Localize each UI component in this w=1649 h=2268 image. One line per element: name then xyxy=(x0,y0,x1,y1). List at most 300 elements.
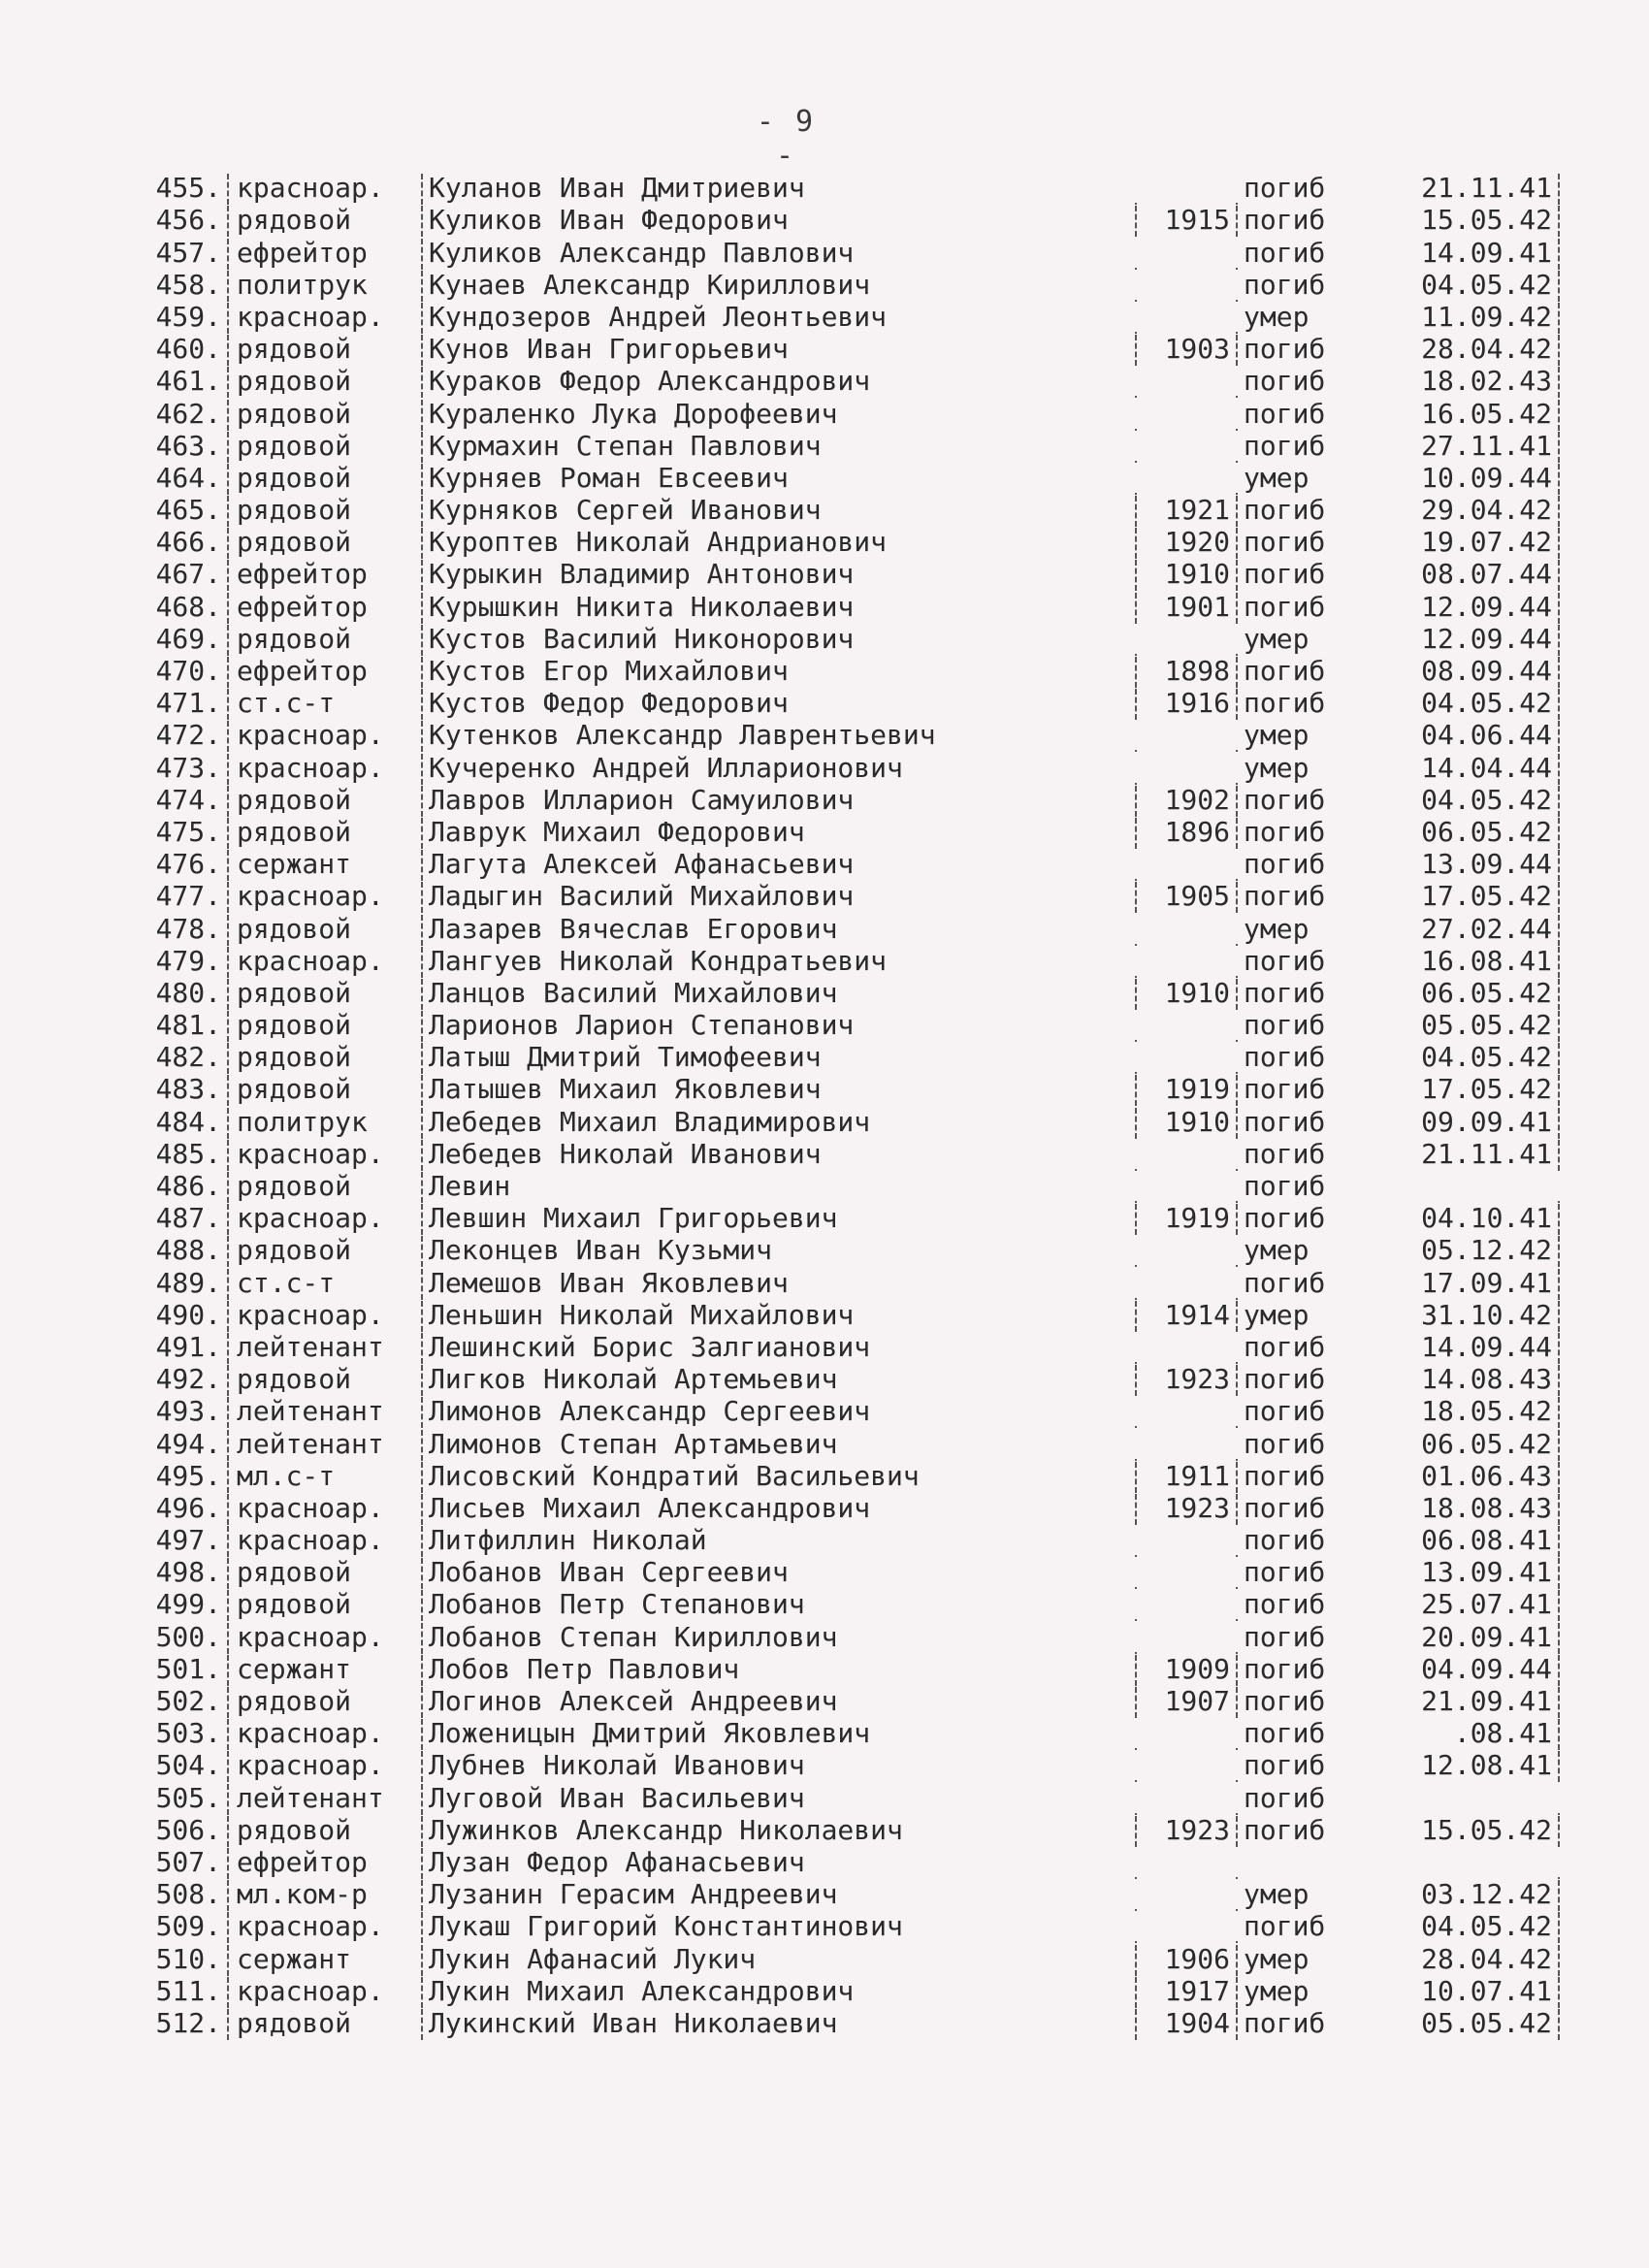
date-cell: 04.05.42 xyxy=(1370,689,1560,720)
date-cell: 08.07.44 xyxy=(1370,560,1560,591)
name-cell: Куликов Иван Федорович xyxy=(429,206,789,237)
date-cell: 17.09.41 xyxy=(1370,1269,1560,1300)
date-cell: 18.05.42 xyxy=(1370,1397,1560,1428)
birth-year-cell: 1910 xyxy=(1135,1108,1238,1139)
birth-year-cell xyxy=(1135,750,1238,752)
birth-year-cell xyxy=(1135,1587,1238,1589)
table-row xyxy=(114,527,1569,559)
rank-cell: красноар. xyxy=(229,1204,423,1235)
birth-year-cell xyxy=(1135,976,1238,978)
name-cell: Курышкин Никита Николаевич xyxy=(429,592,855,623)
table-row xyxy=(114,978,1569,1010)
date-cell: 14.04.44 xyxy=(1370,754,1560,785)
name-cell: Лобов Петр Павлович xyxy=(429,1654,740,1685)
rank-cell: рядовой xyxy=(229,464,423,495)
table-row xyxy=(114,1879,1569,1911)
rank-cell: рядовой xyxy=(229,367,423,398)
birth-year-cell: 1921 xyxy=(1135,496,1238,527)
row-number: 504. xyxy=(114,1751,229,1782)
name-cell: Левин xyxy=(429,1172,511,1202)
date-cell: 03.12.42 xyxy=(1370,1880,1560,1911)
row-number: 456. xyxy=(114,206,229,237)
status-cell: погиб xyxy=(1244,1526,1326,1557)
date-cell: 20.09.41 xyxy=(1370,1623,1560,1654)
name-cell: Лобанов Степан Кириллович xyxy=(429,1622,838,1653)
date-cell: 04.05.42 xyxy=(1370,1912,1560,1943)
name-cell: Литфиллин Николай xyxy=(429,1526,707,1557)
row-number: 457. xyxy=(114,239,229,270)
status-cell: погиб xyxy=(1244,689,1326,720)
roster-table xyxy=(114,173,1569,2040)
birth-year-cell xyxy=(1135,879,1238,881)
date-cell: 14.09.41 xyxy=(1370,239,1560,270)
rank-cell: рядовой xyxy=(229,1075,423,1106)
row-number: 479. xyxy=(114,947,229,978)
status-cell: погиб xyxy=(1244,270,1326,301)
rank-cell: ст.с-т xyxy=(229,1269,423,1300)
rank-cell: рядовой xyxy=(229,1043,423,1074)
name-cell: Кустов Василий Никонорович xyxy=(429,624,855,655)
birth-year-cell: 1906 xyxy=(1135,1945,1238,1976)
table-row xyxy=(114,1815,1569,1847)
row-number: 475. xyxy=(114,818,229,849)
birth-year-cell: 1898 xyxy=(1135,657,1238,688)
row-number: 481. xyxy=(114,1011,229,1042)
date-cell xyxy=(1370,1813,1560,1815)
date-cell: 04.09.44 xyxy=(1370,1655,1560,1686)
table-row xyxy=(114,559,1569,591)
row-number: 488. xyxy=(114,1236,229,1267)
birth-year-cell: 1907 xyxy=(1135,1687,1238,1718)
rank-cell: красноар. xyxy=(229,1751,423,1782)
date-cell: 05.05.42 xyxy=(1370,1011,1560,1042)
row-number: 455. xyxy=(114,174,229,205)
name-cell: Лебедев Николай Иванович xyxy=(429,1139,822,1170)
name-cell: Лобанов Петр Степанович xyxy=(429,1590,805,1621)
date-cell: 01.06.43 xyxy=(1370,1462,1560,1493)
rank-cell: сержант xyxy=(229,1655,423,1686)
rank-cell: ефрейтор xyxy=(229,1848,423,1879)
date-cell: 06.05.42 xyxy=(1370,1430,1560,1461)
date-cell: 21.11.41 xyxy=(1370,174,1560,205)
table-row xyxy=(114,1750,1569,1782)
name-cell: Лимонов Александр Сергеевич xyxy=(429,1397,871,1428)
name-cell: Лобанов Иван Сергеевич xyxy=(429,1558,789,1589)
rank-cell: красноар. xyxy=(229,947,423,978)
rank-cell: политрук xyxy=(229,271,423,302)
row-number: 491. xyxy=(114,1333,229,1364)
birth-year-cell: 1914 xyxy=(1135,1301,1238,1332)
table-row xyxy=(114,1042,1569,1074)
date-cell: 15.05.42 xyxy=(1370,206,1560,237)
rank-cell: красноар. xyxy=(229,721,423,752)
name-cell: Кучеренко Андрей Илларионович xyxy=(429,753,903,784)
birth-year-cell: 1917 xyxy=(1135,1977,1238,2008)
row-number: 474. xyxy=(114,786,229,817)
rank-cell: красноар. xyxy=(229,754,423,785)
birth-year-cell: 1923 xyxy=(1135,1816,1238,1847)
row-number: 507. xyxy=(114,1848,229,1879)
rank-cell: рядовой xyxy=(229,1590,423,1621)
birth-year-cell: 1903 xyxy=(1135,335,1238,366)
date-cell: 13.09.41 xyxy=(1370,1558,1560,1589)
row-number: 485. xyxy=(114,1140,229,1171)
table-row xyxy=(114,1171,1569,1203)
table-row xyxy=(114,1718,1569,1750)
status-cell: погиб xyxy=(1244,206,1326,237)
row-number: 508. xyxy=(114,1880,229,1911)
name-cell: Луговой Иван Васильевич xyxy=(429,1783,805,1814)
name-cell: Лазарев Вячеслав Егорович xyxy=(429,914,838,945)
table-row xyxy=(114,1428,1569,1460)
table-row xyxy=(114,1943,1569,1975)
date-cell: 05.12.42 xyxy=(1370,1236,1560,1267)
row-number: 487. xyxy=(114,1204,229,1235)
birth-year-cell: 1911 xyxy=(1135,1462,1238,1493)
date-cell: 09.09.41 xyxy=(1370,1108,1560,1139)
name-cell: Кунаев Александр Кириллович xyxy=(429,270,871,301)
table-row xyxy=(114,1203,1569,1235)
date-cell: 17.05.42 xyxy=(1370,882,1560,913)
row-number: 466. xyxy=(114,528,229,559)
row-number: 495. xyxy=(114,1462,229,1493)
name-cell: Лебедев Михаил Владимирович xyxy=(429,1107,871,1138)
table-row xyxy=(114,1139,1569,1171)
name-cell: Куроптев Николай Андрианович xyxy=(429,528,888,559)
row-number: 511. xyxy=(114,1977,229,2008)
row-number: 480. xyxy=(114,979,229,1010)
rank-cell: красноар. xyxy=(229,1977,423,2008)
name-cell: Логинов Алексей Андреевич xyxy=(429,1687,838,1717)
name-cell: Леконцев Иван Кузьмич xyxy=(429,1236,773,1267)
date-cell: 25.07.41 xyxy=(1370,1590,1560,1621)
row-number: 509. xyxy=(114,1912,229,1943)
row-number: 483. xyxy=(114,1075,229,1106)
rank-cell: рядовой xyxy=(229,528,423,559)
rank-cell: красноар. xyxy=(229,1623,423,1654)
status-cell: умер xyxy=(1244,1880,1310,1911)
status-cell: погиб xyxy=(1244,2008,1326,2039)
row-number: 465. xyxy=(114,496,229,527)
name-cell: Лузанин Герасим Андреевич xyxy=(429,1880,838,1911)
name-cell: Лукин Афанасий Лукич xyxy=(429,1944,757,1975)
rank-cell: красноар. xyxy=(229,1719,423,1750)
status-cell: погиб xyxy=(1244,785,1326,816)
table-row xyxy=(114,2008,1569,2040)
page-number: - 9 - xyxy=(756,105,816,173)
name-cell: Лаврук Михаил Федорович xyxy=(429,817,805,848)
date-cell: 06.08.41 xyxy=(1370,1526,1560,1557)
table-row xyxy=(114,785,1569,817)
date-cell: 16.05.42 xyxy=(1370,400,1560,431)
table-row xyxy=(114,849,1569,881)
date-cell: 04.10.41 xyxy=(1370,1204,1560,1235)
rank-cell: рядовой xyxy=(229,979,423,1010)
date-cell: 14.08.43 xyxy=(1370,1365,1560,1396)
table-row xyxy=(114,334,1569,366)
table-row xyxy=(114,1010,1569,1042)
rank-cell: лейтенант xyxy=(229,1430,423,1461)
status-cell: погиб xyxy=(1244,978,1326,1009)
row-number: 476. xyxy=(114,850,229,881)
name-cell: Ларионов Ларион Степанович xyxy=(429,1011,855,1042)
name-cell: Лигков Николай Артемьевич xyxy=(429,1365,838,1396)
row-number: 500. xyxy=(114,1623,229,1654)
birth-year-cell: 1910 xyxy=(1135,979,1238,1010)
birth-year-cell: 1916 xyxy=(1135,689,1238,720)
row-number: 472. xyxy=(114,721,229,752)
row-number: 503. xyxy=(114,1719,229,1750)
date-cell: 17.05.42 xyxy=(1370,1075,1560,1106)
birth-year-cell xyxy=(1135,396,1238,398)
rank-cell: ефрейтор xyxy=(229,593,423,624)
name-cell: Лубнев Николай Иванович xyxy=(429,1751,805,1782)
name-cell: Лисьев Михаил Александрович xyxy=(429,1493,871,1524)
table-row xyxy=(114,1300,1569,1332)
rank-cell: политрук xyxy=(229,1108,423,1139)
birth-year-cell xyxy=(1135,1748,1238,1750)
table-row xyxy=(114,270,1569,302)
birth-year-cell xyxy=(1135,1652,1238,1654)
row-number: 497. xyxy=(114,1526,229,1557)
birth-year-cell xyxy=(1135,493,1238,495)
birth-year-cell: 1915 xyxy=(1135,206,1238,237)
rank-cell: рядовой xyxy=(229,1172,423,1203)
status-cell: умер xyxy=(1244,721,1310,752)
birth-year-cell: 1896 xyxy=(1135,818,1238,849)
name-cell: Курняков Сергей Иванович xyxy=(429,496,822,527)
table-row xyxy=(114,591,1569,623)
rank-cell: мл.ком-р xyxy=(229,1880,423,1911)
birth-year-cell: 1910 xyxy=(1135,560,1238,591)
date-cell: .08.41 xyxy=(1370,1719,1560,1750)
table-row xyxy=(114,398,1569,430)
birth-year-cell xyxy=(1135,1555,1238,1557)
status-cell: погиб xyxy=(1244,1751,1326,1782)
birth-year-cell xyxy=(1135,1040,1238,1042)
table-row xyxy=(114,1332,1569,1364)
rank-cell: красноар. xyxy=(229,1912,423,1943)
name-cell: Латышев Михаил Яковлевич xyxy=(429,1075,822,1106)
status-cell: умер xyxy=(1244,914,1310,945)
date-cell: 06.05.42 xyxy=(1370,818,1560,849)
rank-cell: мл.с-т xyxy=(229,1462,423,1493)
name-cell: Лангуев Николай Кондратьевич xyxy=(429,946,888,977)
rank-cell: красноар. xyxy=(229,882,423,913)
rank-cell: рядовой xyxy=(229,335,423,366)
row-number: 482. xyxy=(114,1043,229,1074)
row-number: 486. xyxy=(114,1172,229,1203)
status-cell: погиб xyxy=(1244,882,1326,913)
birth-year-cell: 1923 xyxy=(1135,1494,1238,1525)
table-row xyxy=(114,1525,1569,1557)
status-cell: погиб xyxy=(1244,1687,1326,1717)
table-row xyxy=(114,1235,1569,1267)
status-cell: погиб xyxy=(1244,431,1326,462)
row-number: 484. xyxy=(114,1108,229,1139)
row-number: 460. xyxy=(114,335,229,366)
rank-cell: ст.с-т xyxy=(229,689,423,720)
status-cell: погиб xyxy=(1244,238,1326,269)
row-number: 462. xyxy=(114,400,229,431)
rank-cell: рядовой xyxy=(229,496,423,527)
row-number: 498. xyxy=(114,1558,229,1589)
row-number: 468. xyxy=(114,593,229,624)
name-cell: Лимонов Степан Артамьевич xyxy=(429,1429,838,1460)
status-cell: погиб xyxy=(1244,1461,1326,1492)
birth-year-cell: 1901 xyxy=(1135,593,1238,624)
rank-cell: рядовой xyxy=(229,400,423,431)
row-number: 470. xyxy=(114,657,229,688)
status-cell: погиб xyxy=(1244,1365,1326,1396)
row-number: 506. xyxy=(114,1816,229,1847)
name-cell: Лавров Илларион Самуилович xyxy=(429,785,855,816)
row-number: 512. xyxy=(114,2009,229,2040)
table-row xyxy=(114,1847,1569,1879)
name-cell: Леньшин Николай Михайлович xyxy=(429,1300,855,1331)
date-cell: 12.08.41 xyxy=(1370,1751,1560,1782)
birth-year-cell xyxy=(1135,1813,1238,1815)
rank-cell: рядовой xyxy=(229,1816,423,1847)
birth-year-cell: 1909 xyxy=(1135,1655,1238,1686)
table-row xyxy=(114,237,1569,269)
table-row xyxy=(114,1654,1569,1686)
row-number: 489. xyxy=(114,1269,229,1300)
table-row xyxy=(114,1621,1569,1653)
rank-cell: красноар. xyxy=(229,1301,423,1332)
status-cell: погиб xyxy=(1244,560,1326,591)
rank-cell: лейтенант xyxy=(229,1333,423,1364)
date-cell: 12.09.44 xyxy=(1370,593,1560,624)
status-cell xyxy=(1238,1877,1370,1879)
date-cell: 14.09.44 xyxy=(1370,1333,1560,1364)
status-cell: умер xyxy=(1244,1236,1310,1267)
date-cell: 19.07.42 xyxy=(1370,528,1560,559)
status-cell: умер xyxy=(1244,302,1310,333)
table-row xyxy=(114,913,1569,945)
name-cell: Левшин Михаил Григорьевич xyxy=(429,1204,838,1235)
birth-year-cell xyxy=(1135,1877,1238,1879)
birth-year-cell xyxy=(1135,1426,1238,1428)
name-cell: Латыш Дмитрий Тимофеевич xyxy=(429,1043,822,1074)
table-row xyxy=(114,1782,1569,1814)
table-row xyxy=(114,946,1569,978)
status-cell: погиб xyxy=(1244,1107,1326,1138)
rank-cell: ефрейтор xyxy=(229,560,423,591)
name-cell: Куликов Александр Павлович xyxy=(429,238,855,269)
table-row xyxy=(114,881,1569,913)
date-cell: 29.04.42 xyxy=(1370,496,1560,527)
table-row xyxy=(114,1686,1569,1718)
date-cell: 10.07.41 xyxy=(1370,1977,1560,2008)
row-number: 461. xyxy=(114,367,229,398)
status-cell: погиб xyxy=(1244,496,1326,527)
status-cell: погиб xyxy=(1244,1719,1326,1750)
name-cell: Кустов Егор Михайлович xyxy=(429,657,789,687)
status-cell: погиб xyxy=(1244,367,1326,398)
rank-cell: рядовой xyxy=(229,915,423,946)
status-cell: погиб xyxy=(1244,817,1326,848)
name-cell: Лузан Федор Афанасьевич xyxy=(429,1847,805,1878)
status-cell: погиб xyxy=(1244,1268,1326,1299)
row-number: 493. xyxy=(114,1397,229,1428)
date-cell: 04.05.42 xyxy=(1370,1043,1560,1074)
status-cell: погиб xyxy=(1244,335,1326,366)
date-cell: 12.09.44 xyxy=(1370,625,1560,656)
birth-year-cell xyxy=(1135,1362,1238,1364)
date-cell: 10.09.44 xyxy=(1370,464,1560,495)
table-row xyxy=(114,1557,1569,1589)
table-row xyxy=(114,1074,1569,1106)
birth-year-cell: 1902 xyxy=(1135,786,1238,817)
birth-year-cell xyxy=(1135,268,1238,270)
rank-cell: сержант xyxy=(229,1945,423,1976)
status-cell: погиб xyxy=(1244,1558,1326,1589)
birth-year-cell xyxy=(1135,461,1238,463)
status-cell: погиб xyxy=(1244,1397,1326,1428)
status-cell: погиб xyxy=(1244,1912,1326,1943)
table-row xyxy=(114,173,1569,205)
birth-year-cell xyxy=(1135,1072,1238,1074)
status-cell: умер xyxy=(1244,1300,1310,1331)
rank-cell: рядовой xyxy=(229,818,423,849)
name-cell: Курыкин Владимир Антонович xyxy=(429,560,855,591)
row-number: 478. xyxy=(114,915,229,946)
rank-cell: рядовой xyxy=(229,786,423,817)
status-cell: погиб xyxy=(1244,1493,1326,1524)
rank-cell: ефрейтор xyxy=(229,657,423,688)
birth-year-cell xyxy=(1135,1169,1238,1171)
date-cell: 28.04.42 xyxy=(1370,1945,1560,1976)
status-cell: погиб xyxy=(1244,174,1326,205)
birth-year-cell xyxy=(1135,1265,1238,1267)
birth-year-cell xyxy=(1135,1619,1238,1621)
status-cell: погиб xyxy=(1244,850,1326,881)
birth-year-cell xyxy=(1135,1298,1238,1300)
row-number: 496. xyxy=(114,1494,229,1525)
rank-cell: красноар. xyxy=(229,303,423,334)
date-cell: 04.05.42 xyxy=(1370,271,1560,302)
table-row xyxy=(114,1976,1569,2008)
table-row xyxy=(114,752,1569,784)
table-row xyxy=(114,495,1569,527)
name-cell: Лемешов Иван Яковлевич xyxy=(429,1268,789,1299)
date-cell: 11.09.42 xyxy=(1370,303,1560,334)
row-number: 463. xyxy=(114,432,229,463)
rank-cell: ефрейтор xyxy=(229,239,423,270)
date-cell: 16.08.41 xyxy=(1370,947,1560,978)
row-number: 502. xyxy=(114,1687,229,1718)
table-row xyxy=(114,1396,1569,1428)
name-cell: Кураленко Лука Дорофеевич xyxy=(429,399,838,430)
date-cell: 31.10.42 xyxy=(1370,1301,1560,1332)
row-number: 494. xyxy=(114,1430,229,1461)
birth-year-cell xyxy=(1135,429,1238,431)
birth-year-cell xyxy=(1135,1201,1238,1203)
status-cell: погиб xyxy=(1244,657,1326,687)
row-number: 501. xyxy=(114,1655,229,1686)
rank-cell: рядовой xyxy=(229,1365,423,1396)
birth-year-cell: 1923 xyxy=(1135,1365,1238,1396)
row-number: 471. xyxy=(114,689,229,720)
rank-cell: красноар. xyxy=(229,1140,423,1171)
status-cell: погиб xyxy=(1244,1429,1326,1460)
date-cell: 06.05.42 xyxy=(1370,979,1560,1010)
row-number: 467. xyxy=(114,560,229,591)
name-cell: Кутенков Александр Лаврентьевич xyxy=(429,721,936,752)
status-cell: умер xyxy=(1244,753,1310,784)
rank-cell: лейтенант xyxy=(229,1784,423,1815)
